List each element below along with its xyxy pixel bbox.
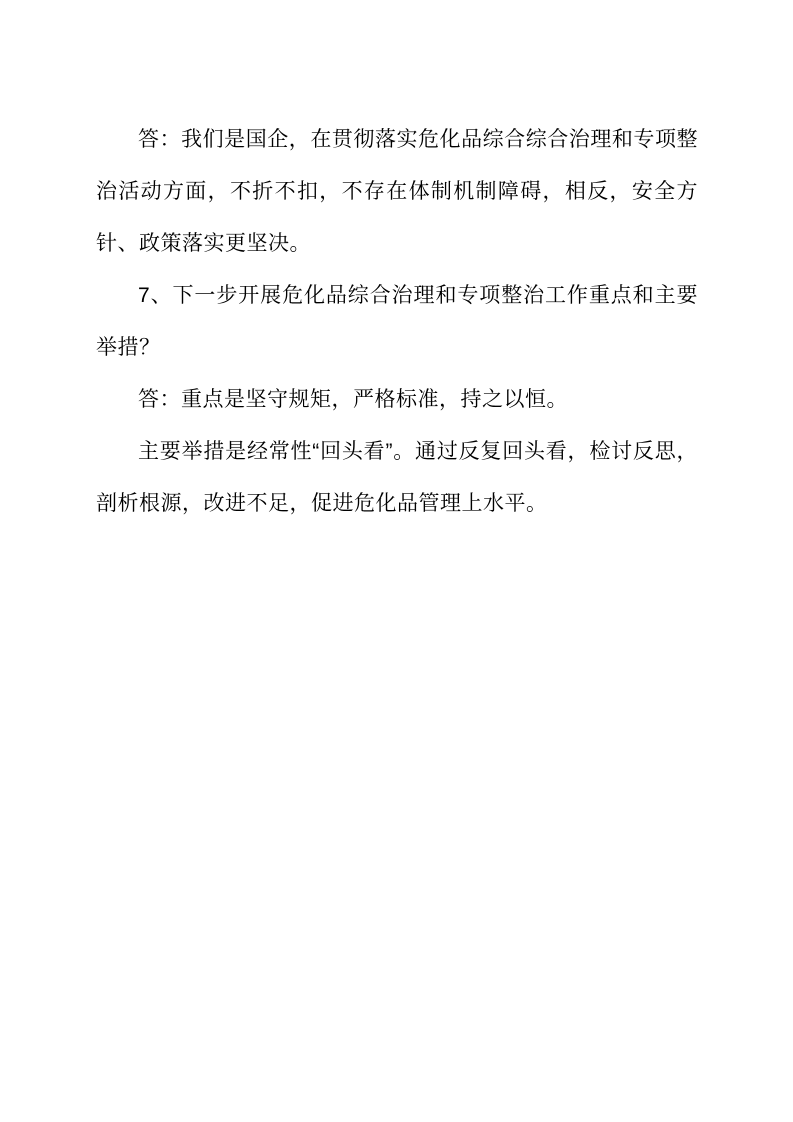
paragraph-answer-7-measures: 主要举措是经常性“回头看”。通过反复回头看，检讨反思，剖析根源，改进不足，促进危化品管理上水平。 [96, 440, 698, 515]
paragraph-answer-7-key-points: 答：重点是坚守规矩，严格标准，持之以恒。 [138, 388, 568, 411]
paragraph-question-7: 7、下一步开展危化品综合治理和专项整治工作重点和主要举措？ [96, 284, 698, 359]
document-body [96, 114, 698, 530]
paragraph-answer-1: 答：我们是国企，在贯彻落实危化品综合综合治理和专项整治活动方面，不折不扣，不存在体制机制障碍，相反，安全方针、政策落实更坚决。 [96, 128, 698, 255]
